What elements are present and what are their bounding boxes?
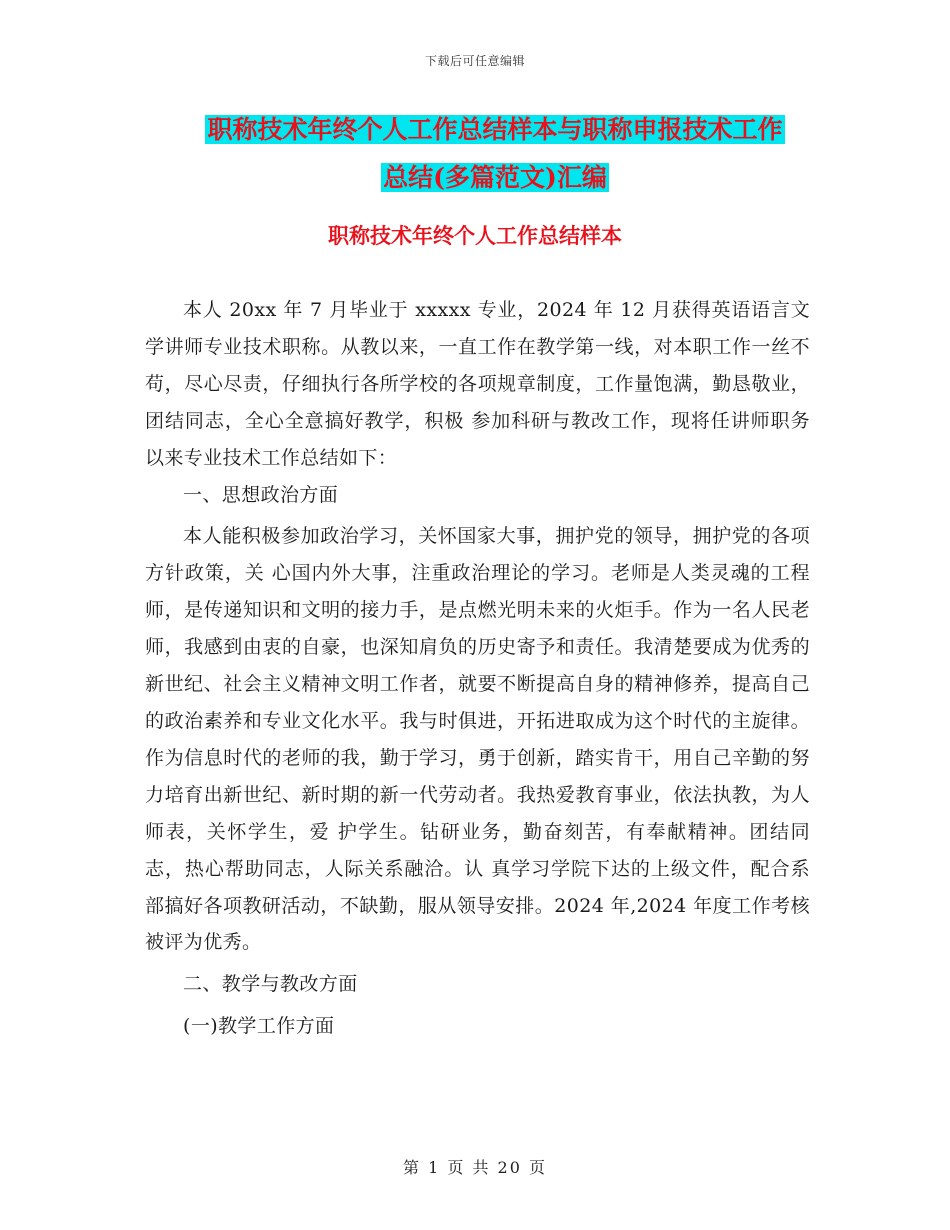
- document-body: [145, 292, 810, 1045]
- paragraph-politics: 本人能积极参加政治学习，关怀国家大事，拥护党的领导，拥护党的各项方针政策，关 心国内外大事，注重政治理论的学习。老师是人类灵魂的工程师，是传递知识和文明的接力手，是点燃光明未来的火炬手。作为一名人民老师，我感到由衷的自豪，也深知肩负的历史寄予和责任。我清楚要成为优秀的新世纪、社会主义精神文明工作者，就要不断提高自身的精神修养，提高自己的政治素养和专业文化水平。我与时俱进，开拓进取成为这个时代的主旋律。作为信息时代的老师的我，勤于学习，勇于创新，踏实肯干，用自己辛勤的努力培育出新世纪、新时期的新一代劳动者。我热爱教育事业，依法执教，为人师表，关怀学生，爱 护学生。钻研业务，勤奋刻苦，有奉献精神。团结同志，热心帮助同志，人际关系融洽。认 真学习学院下达的上级文件，配合系部搞好各项教研活动，不缺勤，服从领导安排。2024 年,2024 年度工作考核被评为优秀。: [145, 525, 810, 954]
- document-title: [150, 106, 840, 202]
- title-line-2: 总结(多篇范文)汇编: [383, 163, 607, 192]
- page-footer: 第 1 页 共 20 页: [403, 1158, 547, 1177]
- header-note: 下载后可任意编辑: [424, 54, 525, 68]
- section-title: 职称技术年终个人工作总结样本: [328, 223, 622, 248]
- title-line-1: 职称技术年终个人工作总结样本与职称申报技术工作: [207, 115, 783, 144]
- heading-teaching: 二、教学与教改方面: [183, 973, 358, 996]
- paragraph-intro: 本人 20xx 年 7 月毕业于 xxxxx 专业，2024 年 12 月获得英语语言文学讲师专业技术职称。从教以来，一直工作在教学第一线，对本职工作一丝不苟，尽心尽责，仔细执行各所学校的各项规章制度，工作量饱满，勤恳敬业，团结同志，全心全意搞好教学，积极 参加科研与教改工作，现将任讲师职务以来专业技术工作总结如下：: [145, 299, 810, 469]
- heading-politics: 一、思想政治方面: [183, 483, 339, 506]
- subheading-teaching-work: (一)教学工作方面: [183, 1015, 335, 1038]
